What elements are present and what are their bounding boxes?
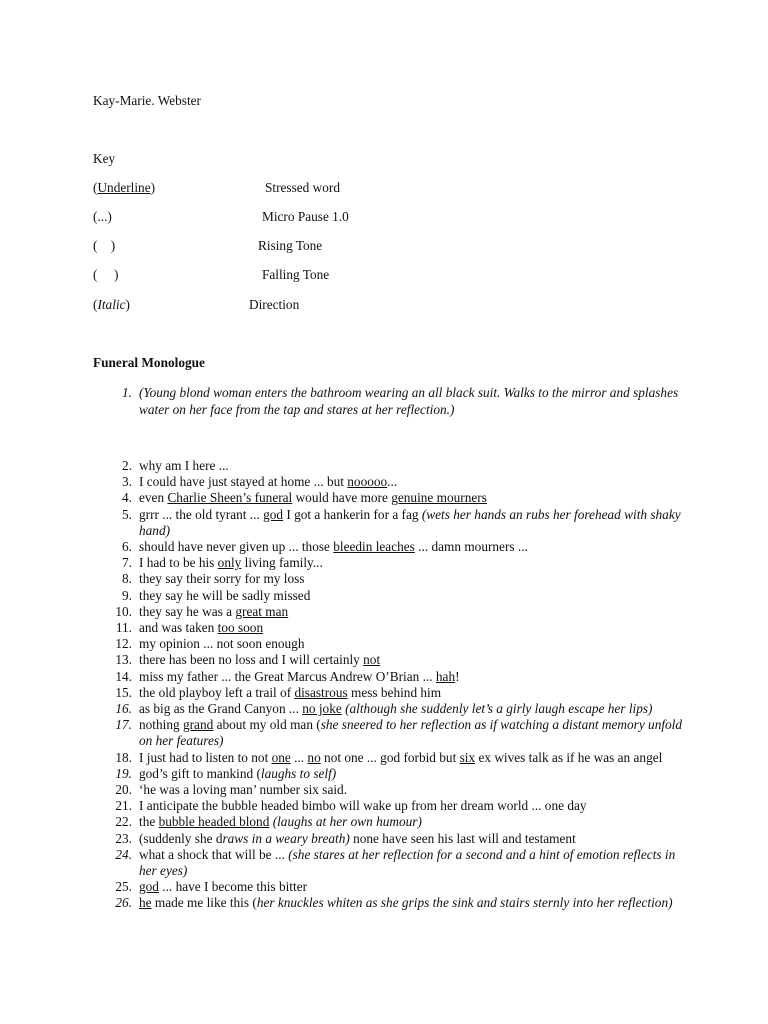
stage-direction: (although she suddenly let’s a girly laugh escape her lips) — [345, 701, 653, 717]
stressed-word: one — [271, 749, 291, 765]
line-segment: none have seen his last will and testament — [349, 830, 576, 846]
line-text — [139, 474, 693, 490]
line-segment: (suddenly she d — [139, 830, 223, 846]
monologue-line — [93, 895, 693, 911]
line-segment: not one ... god forbid but — [320, 749, 460, 765]
line-text — [139, 895, 693, 911]
line-number: 25. — [115, 879, 132, 895]
key-symbol-underline: (Underline) — [93, 180, 156, 195]
line-text — [139, 571, 693, 587]
line-segment: the old playboy left a trail of — [139, 684, 295, 700]
line-text — [139, 717, 693, 749]
line-number: 24. — [115, 846, 132, 862]
line-segment: what a shock that will be ... — [139, 846, 289, 862]
line-text — [139, 636, 693, 652]
monologue-line — [93, 636, 693, 652]
line-number: 21. — [115, 798, 132, 814]
line-text — [139, 555, 693, 571]
monologue-line — [93, 847, 693, 879]
line-text — [139, 539, 693, 555]
monologue-lines — [93, 458, 693, 912]
line-segment: ... — [387, 474, 398, 490]
line-number: 2. — [122, 458, 132, 473]
line-segment: ... damn mourners ... — [414, 539, 528, 555]
line-text — [139, 782, 693, 798]
stressed-word: too soon — [217, 620, 264, 636]
line-text — [139, 490, 693, 506]
stage-direction: (wets her hands an rubs her forehead with shaky hand) — [139, 506, 681, 538]
stressed-word: disastrous — [294, 684, 348, 700]
key-title: Key — [93, 151, 116, 166]
line-text — [139, 831, 693, 847]
key-meaning-direction: Direction — [249, 297, 300, 312]
line-number: 3. — [122, 474, 132, 490]
monologue-line — [93, 782, 693, 798]
monologue-line — [93, 814, 693, 830]
stressed-word: god — [139, 879, 159, 895]
line-number: 11. — [115, 620, 132, 636]
stressed-word: bubble headed blond — [158, 814, 270, 830]
monologue-line — [93, 474, 693, 490]
line-segment: I just had to listen to not — [139, 749, 272, 765]
intro-item — [93, 385, 693, 418]
stage-direction: raws in a weary breath) — [222, 830, 350, 846]
monologue-line — [93, 604, 693, 620]
stressed-word: no joke — [302, 701, 342, 717]
line-segment: and was taken — [139, 620, 218, 636]
monologue-line — [93, 588, 693, 604]
line-segment: grrr ... the old tyrant ... — [139, 506, 264, 522]
line-number: 9. — [122, 587, 132, 603]
line-segment: ... — [290, 749, 308, 765]
stressed-word: not — [363, 652, 381, 668]
stressed-word: hah — [435, 668, 456, 684]
key-symbol-falling: ( ) — [93, 267, 119, 282]
line-text — [139, 604, 693, 620]
line-number: 14. — [115, 668, 132, 684]
line-text — [139, 620, 693, 636]
line-segment: there has been no loss and I will certainly — [139, 652, 364, 668]
author-name: Kay-Marie. Webster — [93, 93, 201, 108]
key-symbol-rising: ( ) — [93, 238, 116, 253]
stressed-word: Charlie Sheen’s funeral — [167, 490, 293, 506]
stressed-word: no — [307, 749, 321, 765]
line-text — [139, 750, 693, 766]
line-segment: I anticipate the bubble headed bimbo will wake up from her dream world ... one day — [139, 798, 587, 814]
line-segment: ex wives talk as if he was an angel — [475, 749, 663, 765]
line-segment: my opinion ... not soon enough — [139, 636, 305, 652]
stressed-word: bleedin leaches — [333, 539, 415, 555]
line-segment: about my old man ( — [213, 717, 321, 733]
key-meaning-rising: Rising Tone — [258, 238, 323, 253]
line-segment: living family... — [241, 555, 323, 571]
line-text — [139, 814, 693, 830]
line-number: 7. — [122, 555, 132, 571]
line-segment: I could have just stayed at home ... but — [139, 474, 348, 490]
line-segment: the — [139, 814, 159, 830]
monologue-line — [93, 555, 693, 571]
line-number: 4. — [122, 490, 132, 506]
stressed-word: nooooo — [347, 474, 388, 490]
line-segment: made me like this ( — [151, 895, 257, 911]
line-segment: I had to be his — [139, 555, 218, 571]
stressed-word: grand — [182, 717, 214, 733]
line-segment: would have more — [292, 490, 392, 506]
line-number: 16. — [115, 701, 132, 717]
monologue-line — [93, 507, 693, 539]
line-segment: they say he was a — [139, 603, 236, 619]
monologue-line — [93, 539, 693, 555]
monologue-title: Funeral Monologue — [93, 355, 205, 370]
line-number: 10. — [115, 603, 132, 619]
monologue-line — [93, 685, 693, 701]
line-segment: I got a hankerin for a fag — [283, 506, 422, 522]
line-number: 12. — [115, 636, 132, 652]
line-text — [139, 588, 693, 604]
line-number: 19. — [115, 765, 132, 781]
line-text — [139, 847, 693, 879]
key-meaning-pause: Micro Pause 1.0 — [262, 209, 349, 224]
line-segment: as big as the Grand Canyon ... — [139, 701, 303, 717]
line-segment: ! — [455, 668, 460, 684]
line-text — [139, 766, 693, 782]
stage-direction: laughs to self) — [260, 765, 337, 781]
monologue-line — [93, 652, 693, 668]
stressed-word: genuine mourners — [391, 490, 487, 506]
monologue-line — [93, 717, 693, 749]
stressed-word: six — [459, 749, 476, 765]
line-segment: ... have I become this bitter — [158, 879, 308, 895]
monologue-line — [93, 620, 693, 636]
line-segment: mess behind him — [347, 684, 442, 700]
stage-direction: her knuckles whiten as she grips the sink and stairs sternly into her reflection) — [256, 895, 673, 911]
line-text — [139, 507, 693, 539]
monologue-line — [93, 571, 693, 587]
line-number: 13. — [115, 652, 132, 668]
line-segment: ‘he was a loving man’ number six said. — [139, 782, 348, 798]
line-number: 22. — [115, 814, 132, 830]
monologue-line — [93, 669, 693, 685]
line-number: 8. — [122, 571, 132, 587]
key-meaning-stressed: Stressed word — [265, 180, 340, 195]
monologue-line — [93, 798, 693, 814]
stressed-word: he — [139, 895, 152, 911]
line-text — [139, 879, 693, 895]
line-number: 23. — [115, 830, 132, 846]
stage-direction: (she stares at her reflection for a second and a hint of emotion reflects in her eyes) — [139, 846, 676, 879]
line-number: 17. — [115, 717, 132, 733]
key-meaning-falling: Falling Tone — [262, 267, 330, 282]
monologue-line — [93, 766, 693, 782]
line-segment: miss my father ... the Great Marcus Andrew O’Brian ... — [139, 668, 436, 684]
stage-direction: (laughs at her own humour) — [272, 814, 422, 830]
line-text — [139, 685, 693, 701]
monologue-line — [93, 879, 693, 895]
stressed-word: great man — [235, 603, 289, 619]
line-text — [139, 458, 693, 474]
line-segment: they say he will be sadly missed — [139, 587, 311, 603]
monologue-line — [93, 701, 693, 717]
line-number: 26. — [115, 895, 132, 911]
key-symbol-pause: (...) — [93, 209, 112, 224]
line-number: 5. — [122, 506, 132, 522]
line-number: 6. — [122, 539, 132, 555]
intro-number: 1. — [122, 385, 132, 400]
stressed-word: god — [263, 506, 284, 522]
line-text — [139, 798, 693, 814]
line-segment: even — [139, 490, 168, 506]
stage-direction: she sneered to her reflection as if watching a distant memory unfold on her features) — [139, 717, 683, 749]
line-number: 20. — [115, 782, 132, 798]
line-text — [139, 701, 693, 717]
line-segment: why am I here ... — [139, 458, 229, 473]
line-segment: they say their sorry for my loss — [139, 571, 305, 587]
key-symbol-italic: (Italic) — [93, 297, 130, 312]
line-number: 18. — [115, 749, 132, 765]
line-segment: nothing — [139, 717, 183, 733]
intro-text: (Young blond woman enters the bathroom wearing an all black suit. Walks to the mirror and splashes water on her face from the tap and stares at her reflection.) — [139, 385, 679, 417]
monologue-line — [93, 750, 693, 766]
line-text — [139, 669, 693, 685]
line-segment: god’s gift to mankind ( — [139, 765, 261, 781]
monologue-line — [93, 831, 693, 847]
line-text — [139, 652, 693, 668]
monologue-line — [93, 490, 693, 506]
monologue-line — [93, 458, 693, 474]
line-number: 15. — [115, 684, 132, 700]
stressed-word: only — [217, 555, 242, 571]
line-segment: should have never given up ... those — [139, 539, 334, 555]
